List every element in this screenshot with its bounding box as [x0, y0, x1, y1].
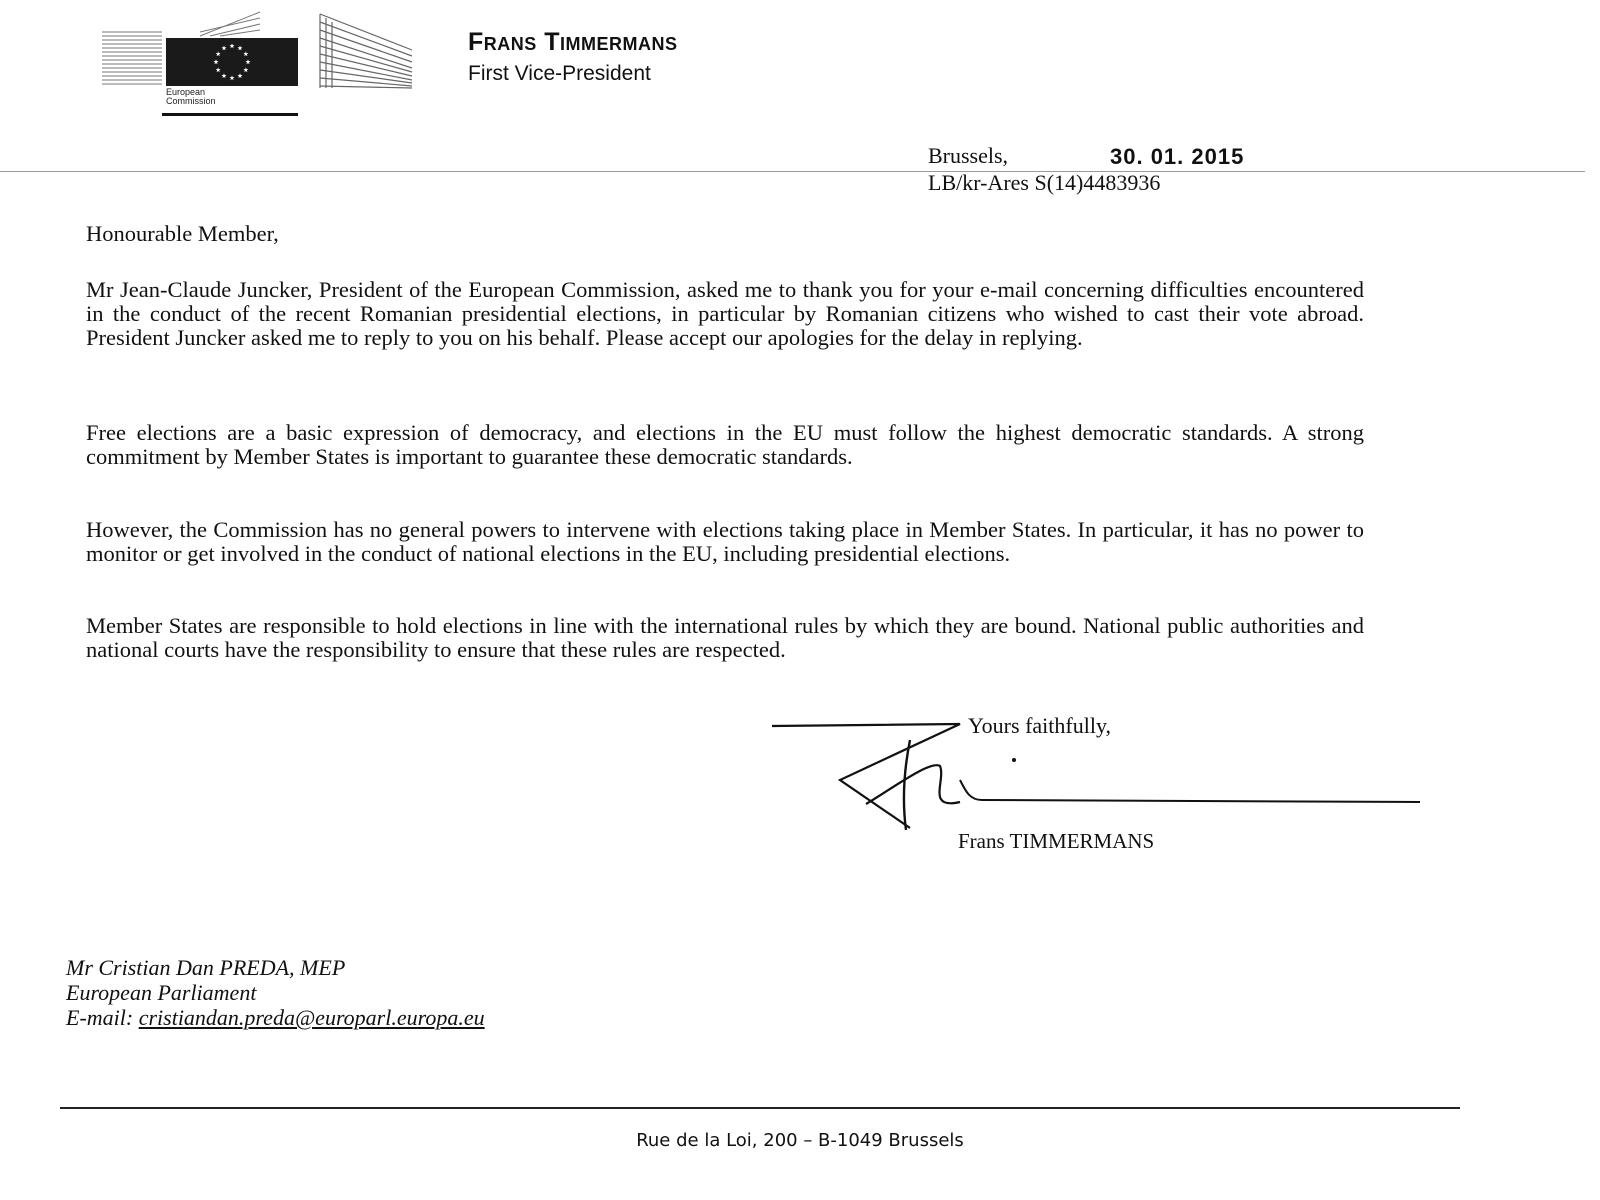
salutation: Honourable Member,: [86, 221, 279, 246]
addressee-name: Mr Cristian Dan PREDA, MEP: [66, 955, 346, 980]
sender-role: First Vice-President: [468, 62, 651, 85]
logo-line-1: European: [166, 87, 206, 97]
footer-divider: [60, 1107, 1460, 1109]
header-divider: [0, 171, 1585, 172]
addressee-block: [66, 955, 485, 1030]
paragraph-4: Member States are responsible to hold elections in line with the international rules by which they are bound. National public authorities and national courts have the responsibility to ensure that these rules are respected.: [86, 613, 1364, 662]
european-commission-logo: [100, 10, 420, 118]
date-stamp: 30. 01. 2015: [1110, 144, 1245, 169]
addressee-organization: European Parliament: [66, 980, 257, 1005]
logo-line-2: Commission: [166, 96, 216, 106]
commission-building-icon: [100, 10, 420, 118]
closing: Yours faithfully,: [968, 713, 1112, 738]
reference-number: LB/kr-Ares S(14)4483936: [928, 170, 1161, 195]
logo-underline: [162, 113, 298, 116]
email-label: E-mail:: [66, 1005, 134, 1030]
signatory-name: Frans TIMMERMANS: [958, 829, 1155, 853]
addressee-email-line: [66, 1005, 485, 1030]
footer-address: Rue de la Loi, 200 – B-1049 Brussels: [636, 1130, 964, 1151]
email-link[interactable]: cristiandan.preda@europarl.europa.eu: [138, 1005, 485, 1030]
dateline-place: Brussels,: [928, 143, 1009, 168]
logo-wordmark: [166, 88, 216, 106]
paragraph-2: Free elections are a basic expression of democracy, and elections in the EU must follow the highest democratic standards. A strong commitment by Member States is important to guarantee these democratic standards.: [86, 420, 1364, 469]
paragraph-3: However, the Commission has no general powers to intervene with elections taking place in Member States. In particular, it has no power to monitor or get involved in the conduct of national elections in the EU, including presidential elections.: [86, 517, 1364, 566]
sender-name: Frans Timmermans: [468, 28, 678, 56]
paragraph-1: Mr Jean-Claude Juncker, President of the European Commission, asked me to thank you for your e-mail concerning difficulties encountered in the conduct of the recent Romanian presidential elections, in particular by Romanian citizens who wished to cast their vote abroad. President Juncker asked me to reply to you on his behalf. Please accept our apologies for the delay in replying.: [86, 277, 1364, 350]
